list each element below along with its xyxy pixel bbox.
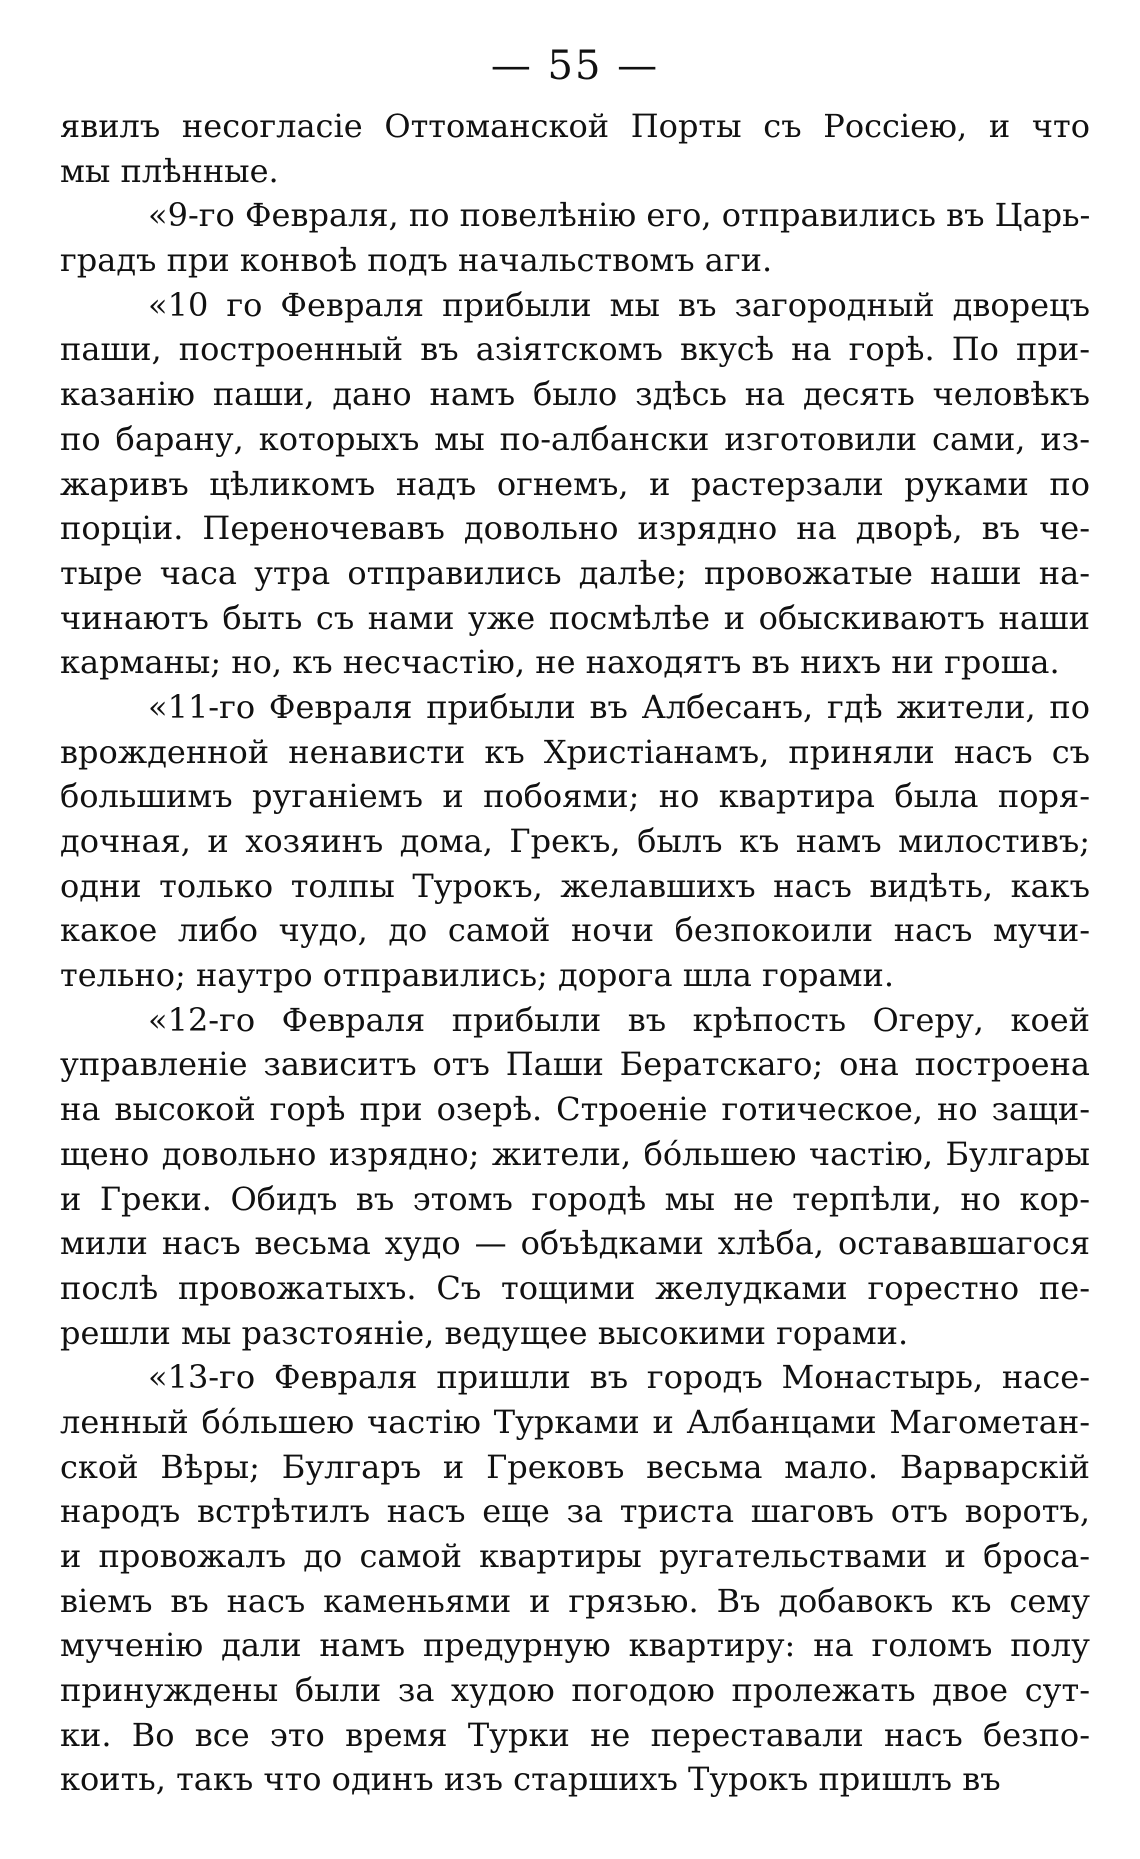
text-line: жаривъ цѣликомъ надъ огнемъ, и растерзали руками по	[60, 464, 1090, 503]
text-line: «13-го Февраля пришли въ городъ Монастырь, насе-	[148, 1358, 1090, 1397]
page-number: — 55 —	[490, 43, 660, 89]
text-line: и Греки. Обидъ въ этомъ городѣ мы не терпѣли, но кор-	[60, 1179, 1090, 1218]
text-line: «11-го Февраля прибыли въ Албесанъ, гдѣ жители, по	[148, 687, 1090, 726]
text-line: карманы; но, къ несчастію, не находятъ въ нихъ ни гроша.	[60, 643, 1060, 682]
text-body	[60, 104, 1090, 1802]
text-line: віемъ въ насъ каменьями и грязью. Въ добавокъ къ сему	[60, 1581, 1090, 1620]
text-line: тельно; наутро отправились; дорога шла горами.	[60, 956, 894, 995]
text-line: по барану, которыхъ мы по-албански изготовили сами, из-	[60, 419, 1090, 458]
text-line: ки. Во все это время Турки не переставали насъ безпо-	[60, 1715, 1090, 1754]
text-line: и провожалъ до самой квартиры ругательствами и броса-	[60, 1537, 1090, 1575]
text-line: паши, построенный въ азіятскомъ вкусѣ на горѣ. По при-	[60, 330, 1090, 369]
text-line: принуждены были за худою погодою пролежать двое сут-	[60, 1671, 1090, 1710]
text-line: градъ при конвоѣ подъ начальствомъ аги.	[60, 241, 773, 280]
text-line: ской Вѣры; Булгаръ и Грековъ весьма мало. Варварскій	[60, 1447, 1090, 1486]
text-line: явилъ несогласіе Оттоманской Порты съ Россіею, и что	[60, 107, 1090, 145]
text-line: «12-го Февраля прибыли въ крѣпость Огеру, коей	[148, 1000, 1090, 1039]
paragraph	[60, 1355, 1090, 1802]
text-line: управленіе зависитъ отъ Паши Бератскаго; она построена	[60, 1045, 1090, 1084]
text-line: коить, такъ что одинъ изъ старшихъ Турокъ пришлъ въ	[60, 1760, 1001, 1799]
text-line: чинаютъ быть съ нами уже посмѣлѣе и обыскиваютъ наши	[60, 598, 1090, 637]
paragraph	[60, 104, 1090, 193]
text-line: мученію дали намъ предурную квартиру: на голомъ полу	[60, 1626, 1090, 1665]
text-line: порціи. Переночевавъ довольно изрядно на дворѣ, въ че-	[60, 509, 1090, 548]
text-line: «10 го Февраля прибыли мы въ загородный дворецъ	[148, 285, 1090, 324]
text-line: народъ встрѣтилъ насъ еще за триста шаговъ отъ воротъ,	[60, 1492, 1090, 1531]
paragraph	[60, 283, 1090, 685]
text-line: решли мы разстояніе, ведущее высокими горами.	[60, 1313, 909, 1352]
text-line: одни только толпы Турокъ, желавшихъ насъ видѣть, какъ	[60, 866, 1090, 905]
text-line: послѣ провожатыхъ. Съ тощими желудками горестно пе-	[60, 1268, 1090, 1307]
paragraph	[60, 998, 1090, 1356]
text-line: большимъ руганіемъ и побоями; но квартира была поря-	[60, 777, 1090, 816]
text-line: ленный бо́льшею частію Турками и Албанцами Магометан-	[60, 1402, 1090, 1441]
text-line: какое либо чудо, до самой ночи безпокоили насъ мучи-	[60, 911, 1090, 950]
document-page	[60, 0, 1090, 1859]
text-line: казанію паши, дано намъ было здѣсь на десять человѣкъ	[60, 375, 1090, 414]
text-line: на высокой горѣ при озерѣ. Строеніе готическое, но защи-	[60, 1090, 1090, 1129]
text-line: мы плѣнные.	[60, 151, 279, 190]
text-line: тыре часа утра отправились далѣе; провожатые наши на-	[60, 553, 1090, 592]
paragraph	[60, 193, 1090, 282]
text-line: мили насъ весьма худо — объѣдками хлѣба, остававшагося	[60, 1224, 1090, 1263]
text-line: врожденной ненависти къ Христіанамъ, приняли насъ съ	[60, 732, 1090, 771]
text-line: щено довольно изрядно; жители, бо́льшею частію, Булгары	[60, 1134, 1090, 1173]
text-line: дочная, и хозяинъ дома, Грекъ, былъ къ намъ милостивъ;	[60, 822, 1090, 860]
text-line: «9-го Февраля, по повелѣнію его, отправились въ Царь-	[148, 196, 1090, 235]
paragraph	[60, 685, 1090, 998]
